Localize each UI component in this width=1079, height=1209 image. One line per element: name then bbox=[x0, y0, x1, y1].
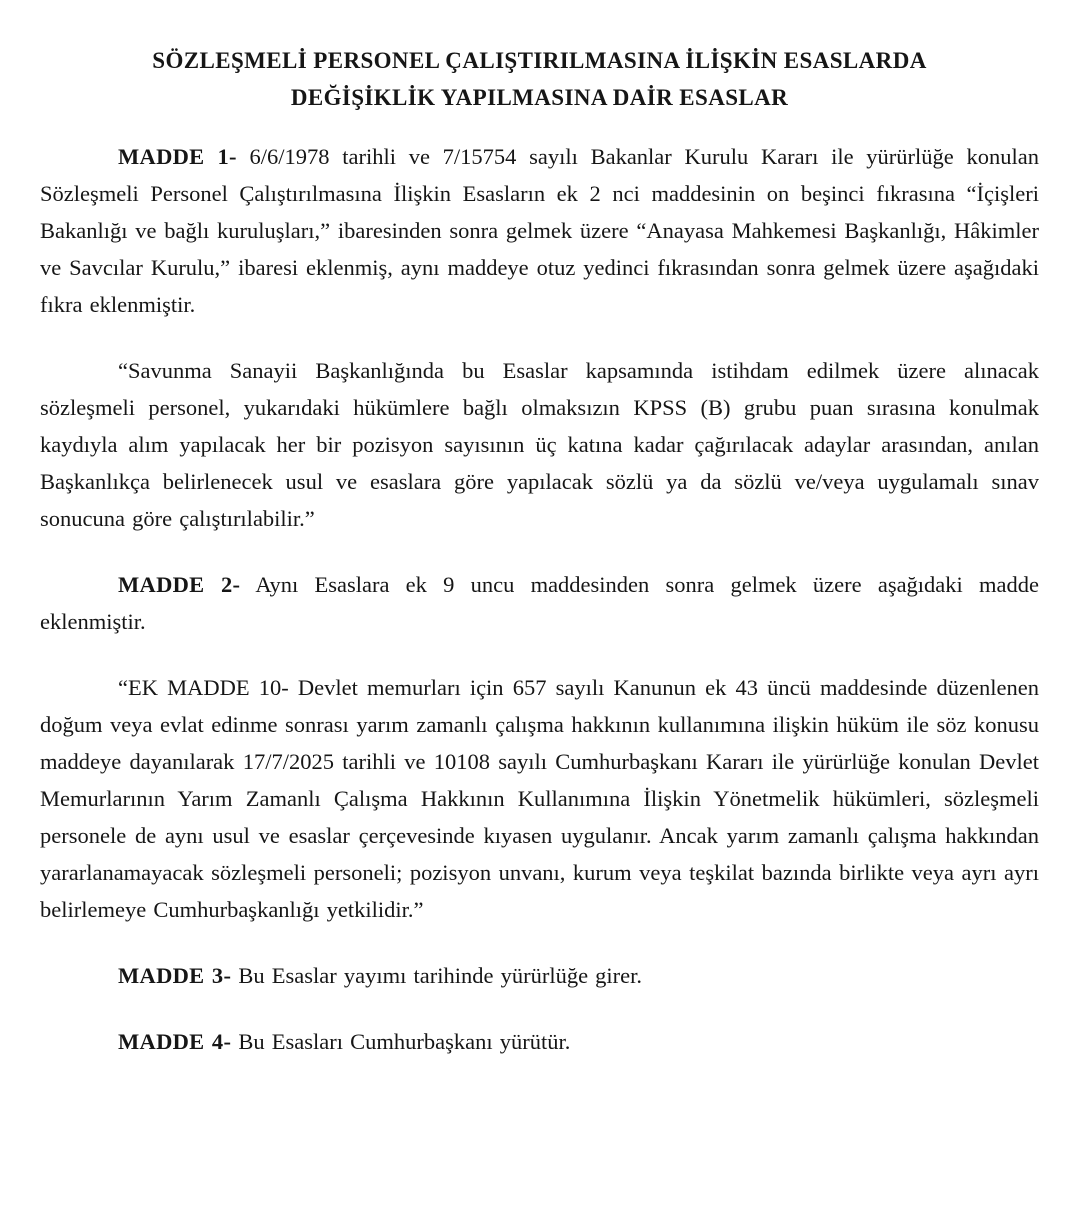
madde-4-text: Bu Esasları Cumhurbaşkanı yürütür. bbox=[231, 1029, 571, 1054]
madde-2-text: Aynı Esaslara ek 9 uncu maddesinden sonra gelmek üzere aşağıdaki madde eklenmiştir. bbox=[40, 572, 1039, 634]
document-title-line-2: DEĞİŞİKLİK YAPILMASINA DAİR ESASLAR bbox=[290, 85, 789, 110]
madde-2-label: MADDE 2- bbox=[118, 572, 241, 597]
quoted-fikra-text: “Savunma Sanayii Başkanlığında bu Esaslar kapsamında istihdam edilmek üzere alınacak sözleşmeli personel, yukarıdaki hükümlere bağlı olmaksızın KPSS (B) grubu puan sırasına konulmak kaydıyla alım yapılacak her bir pozisyon sayısının üç katına kadar çağırılacak adaylar arasından, anılan Başkanlıkça belirlenecek usul ve esaslara göre yapılacak sözlü ya da sözlü ve/veya uygulamalı sınav sonucuna göre çalıştırılabilir.” bbox=[40, 358, 1039, 531]
paragraph-madde-1 bbox=[40, 138, 1039, 323]
paragraph-madde-4 bbox=[40, 1023, 1039, 1060]
madde-1-text: 6/6/1978 tarihli ve 7/15754 sayılı Bakanlar Kurulu Kararı ile yürürlüğe konulan Sözleşmeli Personel Çalıştırılmasına İlişkin Esasların ek 2 nci maddesinin on beşinci fıkrasına “İçişleri Bakanlığı ve bağlı kuruluşları,” ibaresinden sonra gelmek üzere “Anayasa Mahkemesi Başkanlığı, Hâkimler ve Savcılar Kurulu,” ibaresi eklenmiş, aynı maddeye otuz yedinci fıkrasından sonra gelmek üzere aşağıdaki fıkra eklenmiştir. bbox=[40, 144, 1039, 317]
madde-4-label: MADDE 4- bbox=[118, 1029, 232, 1054]
madde-3-label: MADDE 3- bbox=[118, 963, 232, 988]
document-body bbox=[40, 138, 1039, 1060]
paragraph-quoted-fikra bbox=[40, 352, 1039, 537]
paragraph-madde-2 bbox=[40, 566, 1039, 640]
paragraph-madde-3 bbox=[40, 957, 1039, 994]
ek-madde-10-text: “EK MADDE 10- Devlet memurları için 657 sayılı Kanunun ek 43 üncü maddesinde düzenlenen doğum veya evlat edinme sonrası yarım zamanlı çalışma hakkının kullanımına ilişkin hüküm ile söz konusu maddeye dayanılarak 17/7/2025 tarihli ve 10108 sayılı Cumhurbaşkanı Kararı ile yürürlüğe konulan Devlet Memurlarının Yarım Zamanlı Çalışma Hakkının Kullanımına İlişkin Yönetmelik hükümleri, sözleşmeli personele de aynı usul ve esaslar çerçevesinde kıyasen uygulanır. Ancak yarım zamanlı çalışma hakkından yararlanamayacak sözleşmeli personeli; pozisyon unvanı, kurum veya teşkilat bazında birlikte veya ayrı ayrı belirlemeye Cumhurbaşkanlığı yetkilidir.” bbox=[40, 675, 1039, 922]
madde-1-label: MADDE 1- bbox=[118, 144, 237, 169]
paragraph-ek-madde-10 bbox=[40, 669, 1039, 928]
document-title bbox=[40, 42, 1039, 116]
document-title-line-1: SÖZLEŞMELİ PERSONEL ÇALIŞTIRILMASINA İLİŞKİN ESASLARDA bbox=[152, 48, 927, 73]
madde-3-text: Bu Esaslar yayımı tarihinde yürürlüğe girer. bbox=[231, 963, 643, 988]
